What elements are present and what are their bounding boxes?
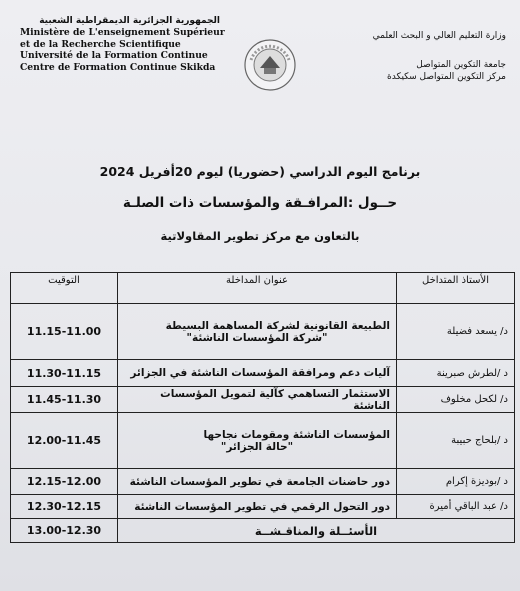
topic-line1: دور التحول الرقمي في تطوير المؤسسات الناشئة	[134, 500, 390, 513]
row-topic	[118, 387, 397, 413]
schedule-table	[10, 272, 515, 543]
center-fr: Centre de Formation Continue Skikda	[20, 61, 216, 73]
ministry-ar: وزارة التعليم العالي و البحث العلمي	[372, 31, 506, 41]
row-speaker: د /بلحاج حبيبة	[397, 413, 515, 469]
program-title: برنامج اليوم الدراسي (حضوريا) ليوم 20أفريل 2024	[99, 164, 421, 179]
closing-row	[11, 519, 515, 543]
table-row	[11, 495, 515, 519]
table-row	[11, 387, 515, 413]
row-time: 11.15-11.00	[11, 304, 118, 360]
university-ar: جامعة التكوين المتواصل	[416, 60, 506, 70]
theme-title: حــول :المرافـقة والمؤسسات ذات الصلـة	[122, 195, 398, 211]
row-topic	[118, 413, 397, 469]
row-speaker: د /بوديزة إكرام	[397, 469, 515, 495]
header-speaker: الأستاذ المتداخل	[397, 273, 515, 304]
table-header-row	[11, 273, 515, 304]
row-speaker: د/ يسعد فضيلة	[397, 304, 515, 360]
topic-line1: الاستثمار التساهمي كآلية لتمويل المؤسسات الناشئة	[160, 387, 390, 412]
row-topic	[118, 304, 397, 360]
header-topic: عنوان المداخلة	[118, 273, 397, 304]
row-time: 12.30-12.15	[11, 495, 118, 519]
partner-title: بالتعاون مع مركز تطوير المقاولاتية	[160, 229, 360, 243]
university-seal-icon	[243, 38, 297, 92]
republic-name: الجمهورية الجزائرية الديمقراطية الشعبية	[39, 16, 220, 26]
topic-line2: "حالة الجزائر"	[220, 440, 294, 453]
closing-time: 13.00-12.30	[11, 519, 118, 543]
row-topic	[118, 495, 397, 519]
row-time: 11.30-11.15	[11, 360, 118, 387]
ministry-fr-line1: Ministère de L'enseignement Supérieur	[20, 27, 225, 39]
topic-line1: الطبيعة القانونية لشركة المساهمة البسيطة	[165, 319, 390, 332]
header-left	[20, 16, 225, 73]
ministry-fr-line2: et de la Recherche Scientifique	[20, 38, 181, 50]
table-row	[11, 304, 515, 360]
topic-line1: آليات دعم ومرافقة المؤسسات الناشئة في الجزائر	[130, 367, 390, 379]
table-row	[11, 413, 515, 469]
row-speaker: د /لطرش صبرينة	[397, 360, 515, 387]
header-time: التوقيت	[11, 273, 118, 304]
university-fr: Université de la Formation Continue	[20, 50, 208, 62]
topic-line2: "شركة المؤسسات الناشئة"	[186, 331, 328, 344]
header-right	[336, 30, 506, 83]
closing-label: الأسئــلة والمناقـشــة	[118, 519, 515, 543]
row-time: 12.15-12.00	[11, 469, 118, 495]
center-ar: مركز التكوين المتواصل سكيكدة	[387, 72, 506, 82]
table-row	[11, 360, 515, 387]
row-topic	[118, 469, 397, 495]
topic-line1: دور حاضنات الجامعة في تطوير المؤسسات الناشئة	[129, 475, 390, 488]
table-row	[11, 469, 515, 495]
row-speaker: د/ عبد الباقي أميرة	[397, 495, 515, 519]
row-topic	[118, 360, 397, 387]
row-speaker: د/ لكحل مخلوف	[397, 387, 515, 413]
row-time: 12.00-11.45	[11, 413, 118, 469]
topic-line1: المؤسسات الناشئة ومقومات نجاحها	[203, 428, 390, 441]
row-time: 11.45-11.30	[11, 387, 118, 413]
